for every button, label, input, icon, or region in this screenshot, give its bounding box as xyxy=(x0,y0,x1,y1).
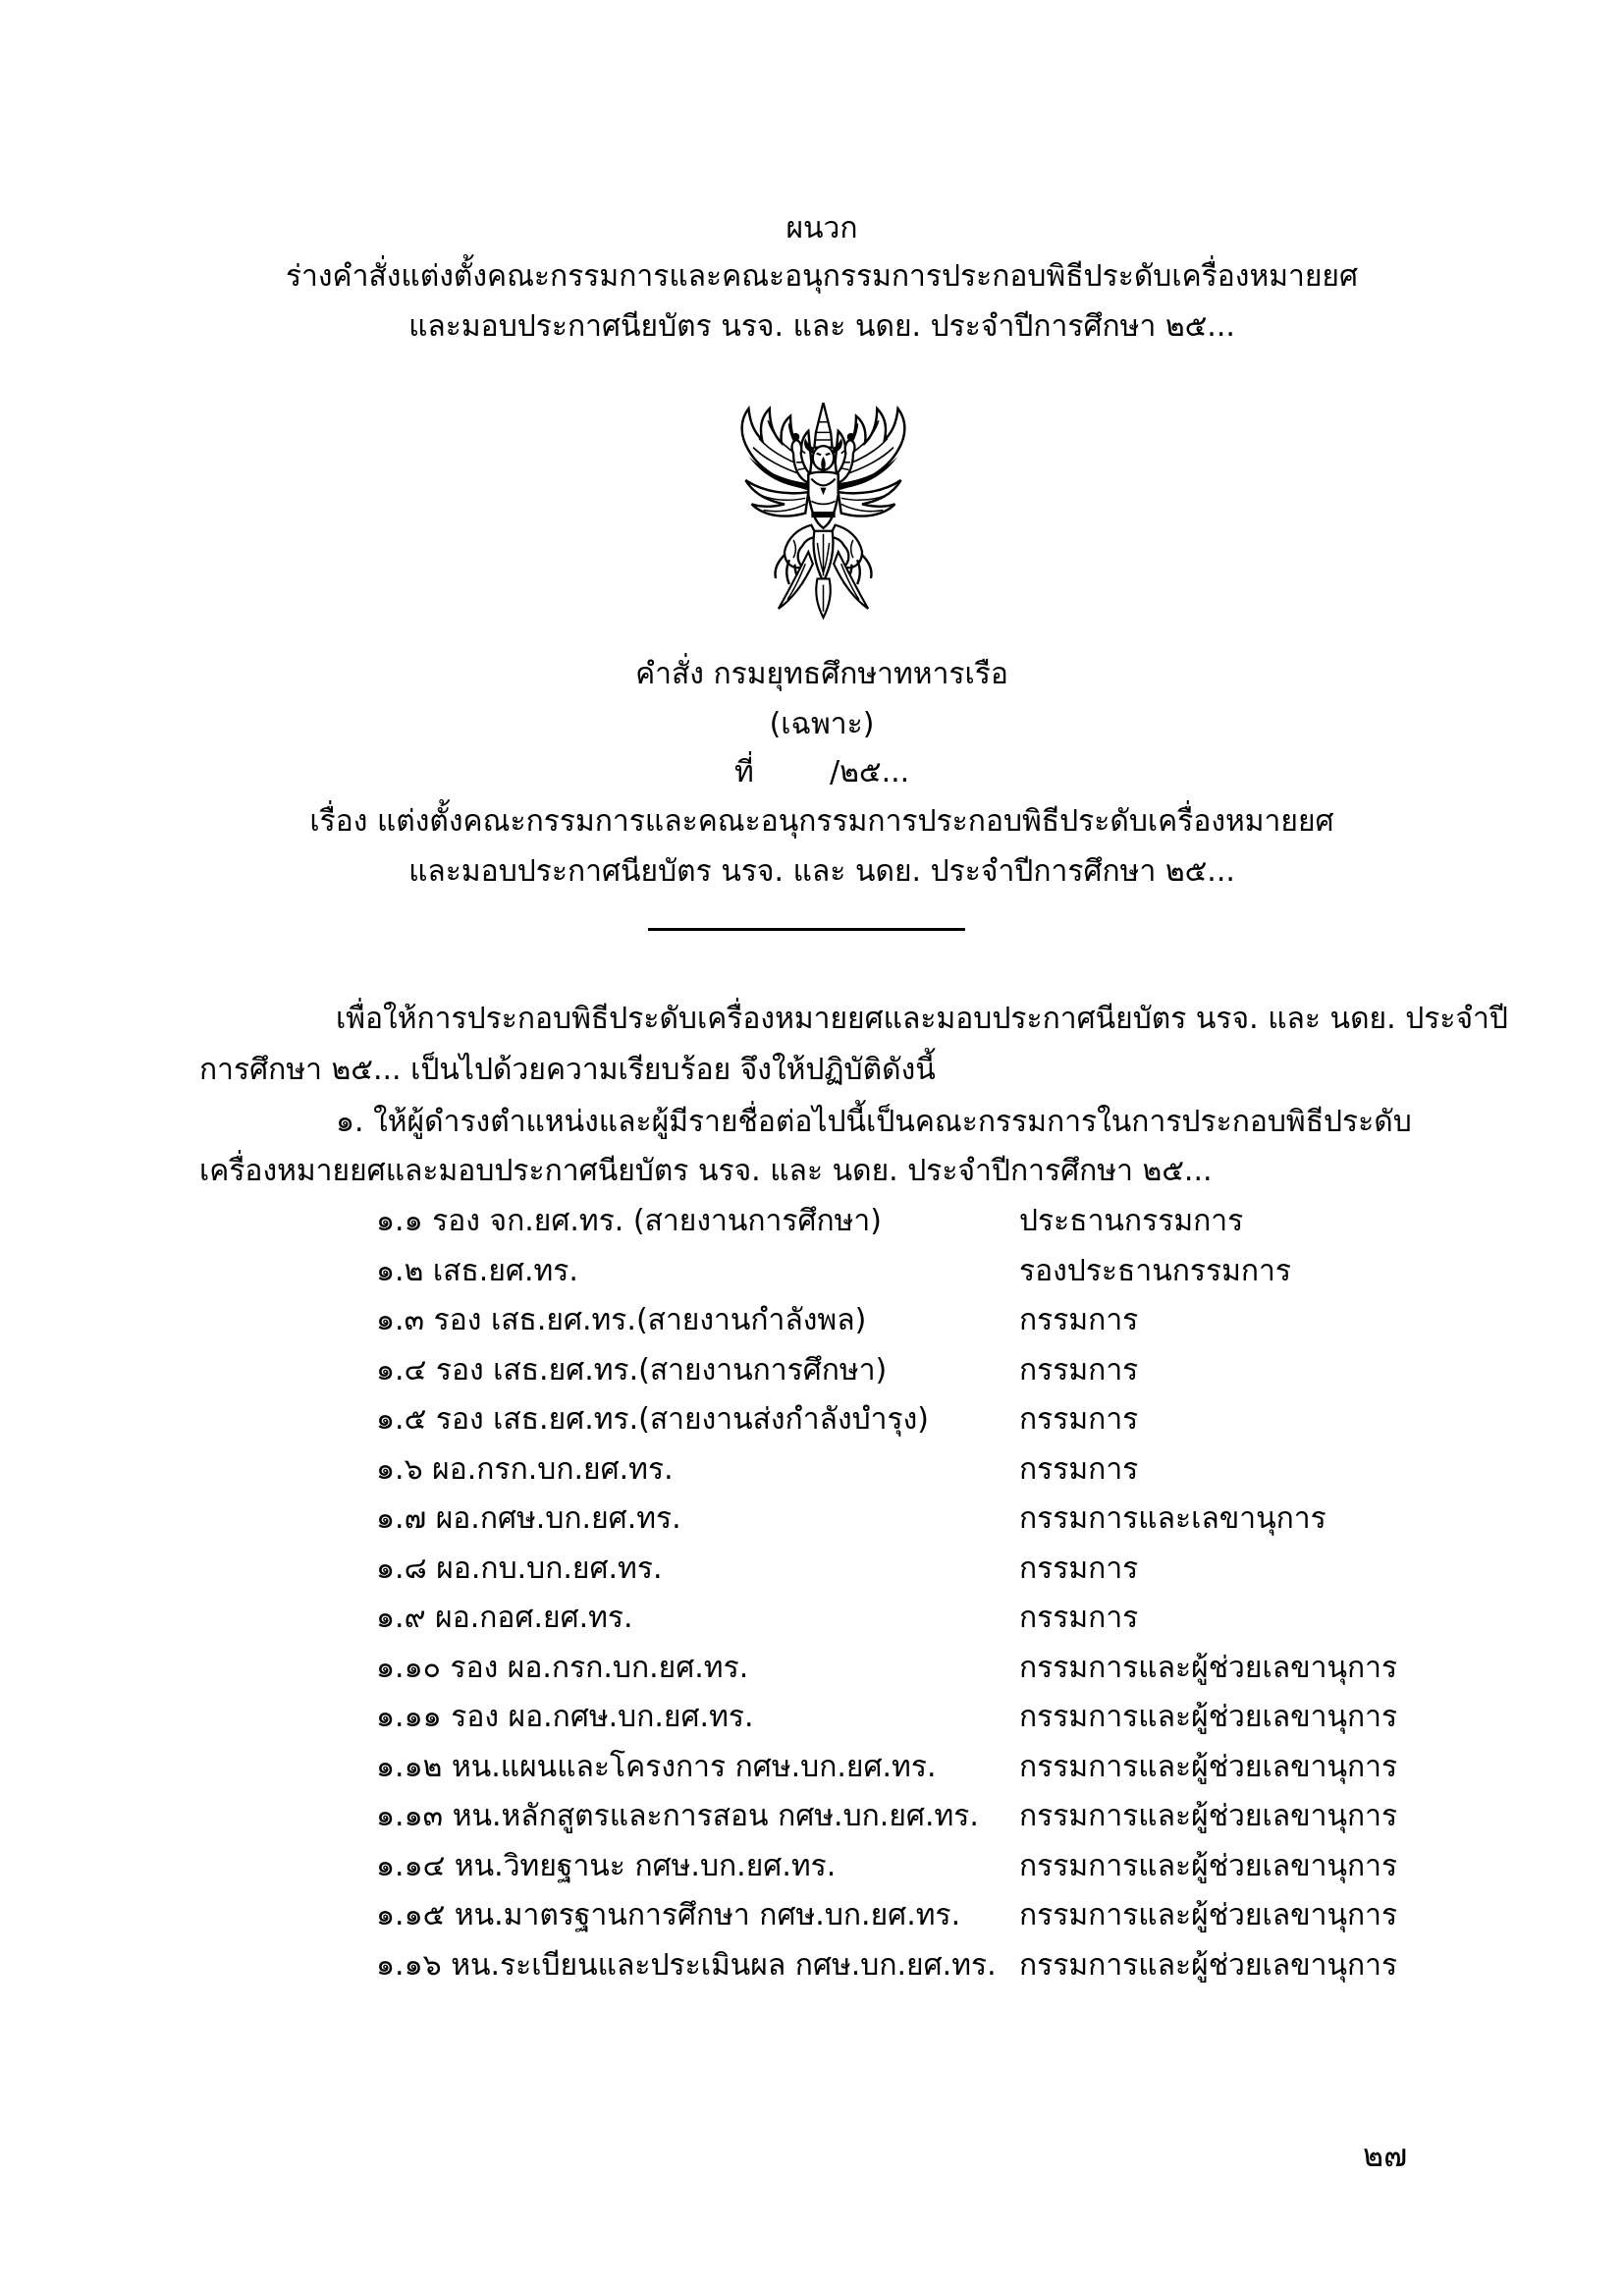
committee-row xyxy=(0,1202,1624,1241)
committee-number: ๑.๑๑ xyxy=(376,1700,442,1734)
committee-row xyxy=(0,1252,1624,1291)
committee-number: ๑.๒ xyxy=(376,1253,424,1288)
committee-role: กรรมการและผู้ช่วยเลขานุการ xyxy=(1019,1947,1398,1983)
committee-position: ผอ.กรก.บก.ยศ.ทร. xyxy=(432,1451,674,1487)
committee-row xyxy=(0,1301,1624,1340)
committee-member xyxy=(376,1748,936,1787)
committee-number: ๑.๑๓ xyxy=(376,1799,444,1833)
committee-member xyxy=(376,1450,674,1490)
committee-position: หน.ระเบียนและประเมินผล กศษ.บก.ยศ.ทร. xyxy=(451,1947,997,1983)
page-number: ๒๗ xyxy=(1363,2137,1408,2174)
committee-row xyxy=(0,1400,1624,1440)
committee-position: รอง ผอ.กรก.บก.ยศ.ทร. xyxy=(450,1650,749,1685)
committee-role: กรรมการ xyxy=(1019,1451,1139,1487)
clause-1-line-1: ๑. ให้ผู้ดำรงตำแหน่งและผู้มีรายชื่อต่อไปนี้เป็นคณะกรรมการในการประกอบพิธีประดับ xyxy=(336,1105,1412,1139)
committee-list xyxy=(0,1202,1624,2007)
committee-position: ผอ.กอศ.ยศ.ทร. xyxy=(435,1601,633,1635)
order-number-value: /๒๕... xyxy=(830,755,910,789)
committee-row xyxy=(0,1698,1624,1737)
committee-number: ๑.๑๕ xyxy=(376,1898,446,1932)
committee-member xyxy=(376,1649,748,1688)
committee-role: กรรมการและผู้ช่วยเลขานุการ xyxy=(1019,1650,1398,1685)
committee-row xyxy=(0,1649,1624,1688)
committee-number: ๑.๑๔ xyxy=(376,1848,446,1883)
committee-row xyxy=(0,1351,1624,1390)
committee-role: กรรมการ xyxy=(1019,1303,1139,1337)
committee-number: ๑.๕ xyxy=(376,1402,427,1437)
annex-label: ผนวก xyxy=(785,211,858,245)
committee-member xyxy=(376,1499,681,1539)
committee-number: ๑.๑๒ xyxy=(376,1749,443,1784)
committee-role: ประธานกรรมการ xyxy=(1019,1204,1244,1238)
garuda-emblem xyxy=(719,403,928,621)
clause-1-line-2: เครื่องหมายยศและมอบประกาศนียบัตร นรจ. และ นดย. ประจำปีการศึกษา ๒๕... xyxy=(199,1154,1213,1188)
committee-position: รอง จก.ยศ.ทร. (สายงานการศึกษา) xyxy=(432,1204,882,1238)
committee-member xyxy=(376,1896,960,1935)
committee-position: ผอ.กศษ.บก.ยศ.ทร. xyxy=(435,1501,681,1536)
committee-role: กรรมการและผู้ช่วยเลขานุการ xyxy=(1019,1700,1398,1734)
committee-row xyxy=(0,1499,1624,1539)
committee-member xyxy=(376,1252,578,1291)
committee-number: ๑.๗ xyxy=(376,1501,427,1536)
committee-position: รอง เสธ.ยศ.ทร.(สายงานการศึกษา) xyxy=(435,1352,888,1387)
committee-member xyxy=(376,1400,929,1440)
committee-role: กรรมการและผู้ช่วยเลขานุการ xyxy=(1019,1799,1398,1833)
committee-number: ๑.๑ xyxy=(376,1204,423,1238)
order-issuer: คำสั่ง กรมยุทธศึกษาทหารเรือ xyxy=(635,657,1008,691)
committee-position: เสธ.ยศ.ทร. xyxy=(432,1253,578,1288)
committee-position: หน.แผนและโครงการ กศษ.บก.ยศ.ทร. xyxy=(451,1749,937,1784)
committee-row xyxy=(0,1797,1624,1836)
order-subject-line-1: เรื่อง แต่งตั้งคณะกรรมการและคณะอนุกรรมการประกอบพิธีประดับเครื่องหมายยศ xyxy=(309,804,1334,839)
committee-member xyxy=(376,1599,633,1638)
committee-number: ๑.๔ xyxy=(376,1352,427,1387)
committee-row xyxy=(0,1550,1624,1589)
committee-number: ๑.๓ xyxy=(376,1303,425,1337)
committee-number: ๑.๙ xyxy=(376,1601,426,1635)
committee-role: กรรมการและผู้ช่วยเลขานุการ xyxy=(1019,1898,1398,1932)
committee-position: รอง เสธ.ยศ.ทร.(สายงานกำลังพล) xyxy=(433,1303,867,1337)
committee-member xyxy=(376,1351,887,1390)
committee-number: ๑.๖ xyxy=(376,1451,423,1487)
committee-number: ๑.๘ xyxy=(376,1551,427,1586)
subject-divider xyxy=(648,928,965,931)
order-subject-line-2: และมอบประกาศนียบัตร นรจ. และ นดย. ประจำปีการศึกษา ๒๕... xyxy=(408,854,1235,889)
committee-position: ผอ.กบ.บก.ยศ.ทร. xyxy=(436,1551,663,1586)
committee-position: หน.มาตรฐานการศึกษา กศษ.บก.ยศ.ทร. xyxy=(454,1898,961,1932)
committee-role: กรรมการและผู้ช่วยเลขานุการ xyxy=(1019,1848,1398,1883)
committee-row xyxy=(0,1896,1624,1935)
committee-row xyxy=(0,1946,1624,1986)
committee-member xyxy=(376,1797,979,1836)
committee-role: กรรมการ xyxy=(1019,1601,1139,1635)
committee-number: ๑.๑๖ xyxy=(376,1947,442,1983)
committee-position: รอง เสธ.ยศ.ทร.(สายงานส่งกำลังบำรุง) xyxy=(435,1402,929,1437)
committee-role: กรรมการ xyxy=(1019,1551,1139,1586)
committee-role: กรรมการและผู้ช่วยเลขานุการ xyxy=(1019,1749,1398,1784)
committee-row xyxy=(0,1599,1624,1638)
intro-line-1: เพื่อให้การประกอบพิธีประดับเครื่องหมายยศและมอบประกาศนียบัตร นรจ. และ นดย. ประจำปี xyxy=(336,1002,1508,1036)
committee-member xyxy=(376,1550,662,1589)
committee-row xyxy=(0,1450,1624,1490)
committee-role: รองประธานกรรมการ xyxy=(1019,1253,1292,1288)
committee-role: กรรมการและเลขานุการ xyxy=(1019,1501,1326,1536)
committee-position: รอง ผอ.กศษ.บก.ยศ.ทร. xyxy=(451,1700,754,1734)
committee-member xyxy=(376,1202,882,1241)
committee-position: หน.หลักสูตรและการสอน กศษ.บก.ยศ.ทร. xyxy=(452,1799,979,1833)
order-classification: (เฉพาะ) xyxy=(769,707,875,741)
committee-row xyxy=(0,1748,1624,1787)
committee-position: หน.วิทยฐานะ กศษ.บก.ยศ.ทร. xyxy=(454,1848,837,1883)
committee-member xyxy=(376,1301,866,1340)
order-number-label: ที่ xyxy=(734,755,754,789)
committee-role: กรรมการ xyxy=(1019,1402,1139,1437)
committee-member xyxy=(376,1847,836,1886)
committee-number: ๑.๑๐ xyxy=(376,1650,441,1685)
committee-member xyxy=(376,1698,754,1737)
intro-line-2: การศึกษา ๒๕... เป็นไปด้วยความเรียบร้อย จึงให้ปฏิบัติดังนี้ xyxy=(199,1053,936,1087)
draft-title-line-2: และมอบประกาศนียบัตร นรจ. และ นดย. ประจำปีการศึกษา ๒๕... xyxy=(408,309,1235,344)
draft-title-line-1: ร่างคำสั่งแต่งตั้งคณะกรรมการและคณะอนุกรรมการประกอบพิธีประดับเครื่องหมายยศ xyxy=(285,259,1359,294)
committee-role: กรรมการ xyxy=(1019,1352,1139,1387)
committee-member xyxy=(376,1946,997,1986)
committee-row xyxy=(0,1847,1624,1886)
